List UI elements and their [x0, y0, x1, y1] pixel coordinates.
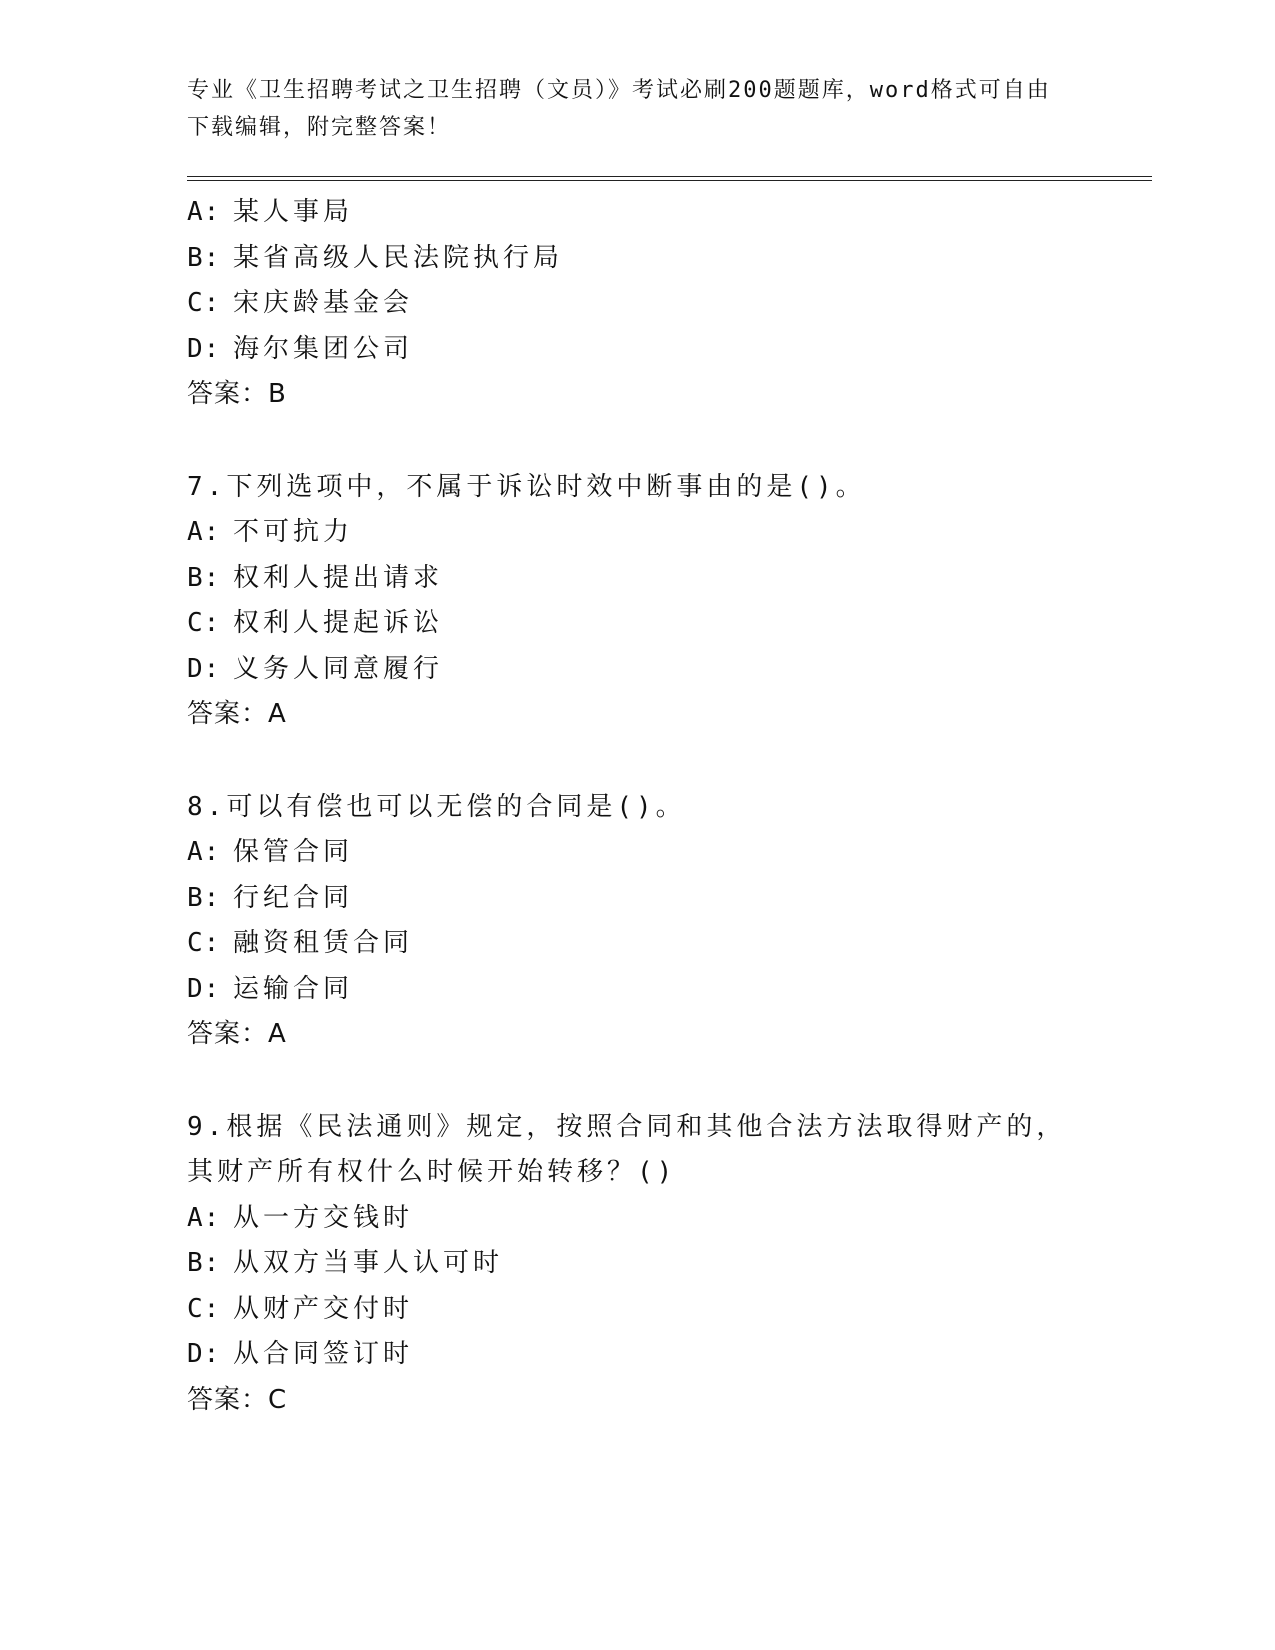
question-stem: 9.根据《民法通则》规定，按照合同和其他合法方法取得财产的，其财产所有权什么时候开始转移？() — [187, 1111, 1067, 1187]
question-list — [187, 190, 1087, 1423]
question-8 — [187, 785, 1087, 1058]
answer-line: 答案：A — [187, 1019, 287, 1049]
question-stem: 7.下列选项中，不属于诉讼时效中断事由的是()。 — [187, 471, 866, 502]
question-9 — [187, 1105, 1087, 1424]
answer-line: 答案：A — [187, 699, 287, 729]
document-header — [187, 72, 1067, 146]
option-d: D: 海尔集团公司 — [187, 333, 414, 364]
question-6-continued — [187, 190, 1087, 418]
option-c: C: 融资租赁合同 — [187, 928, 414, 958]
option-c: C: 宋庆龄基金会 — [187, 288, 414, 318]
answer-value: C — [268, 1384, 288, 1415]
option-a: A: 某人事局 — [187, 197, 354, 227]
option-c: C: 从财产交付时 — [187, 1293, 414, 1324]
option-a: A: 保管合同 — [187, 837, 354, 867]
option-d: D: 义务人同意履行 — [187, 653, 444, 684]
answer-value: A — [268, 699, 287, 729]
option-b: B: 权利人提出请求 — [187, 562, 444, 593]
question-stem: 8.可以有偿也可以无偿的合同是()。 — [187, 791, 686, 822]
answer-line: 答案：C — [187, 1384, 288, 1415]
option-d: D: 运输合同 — [187, 973, 354, 1004]
answer-line: 答案：B — [187, 379, 287, 409]
answer-value: B — [268, 379, 287, 409]
option-b: B: 从双方当事人认可时 — [187, 1248, 504, 1278]
option-d: D: 从合同签订时 — [187, 1339, 414, 1369]
option-a: A: 不可抗力 — [187, 517, 354, 547]
answer-value: A — [268, 1019, 287, 1049]
option-c: C: 权利人提起诉讼 — [187, 608, 444, 638]
question-7 — [187, 465, 1087, 738]
header-divider — [187, 176, 1152, 181]
option-b: B: 某省高级人民法院执行局 — [187, 242, 564, 273]
header-intro-text: 专业《卫生招聘考试之卫生招聘（文员）》考试必刷200题题库，word格式可自由下载编辑，附完整答案！ — [187, 78, 1051, 140]
option-a: A: 从一方交钱时 — [187, 1202, 414, 1233]
option-b: B: 行纪合同 — [187, 882, 354, 913]
